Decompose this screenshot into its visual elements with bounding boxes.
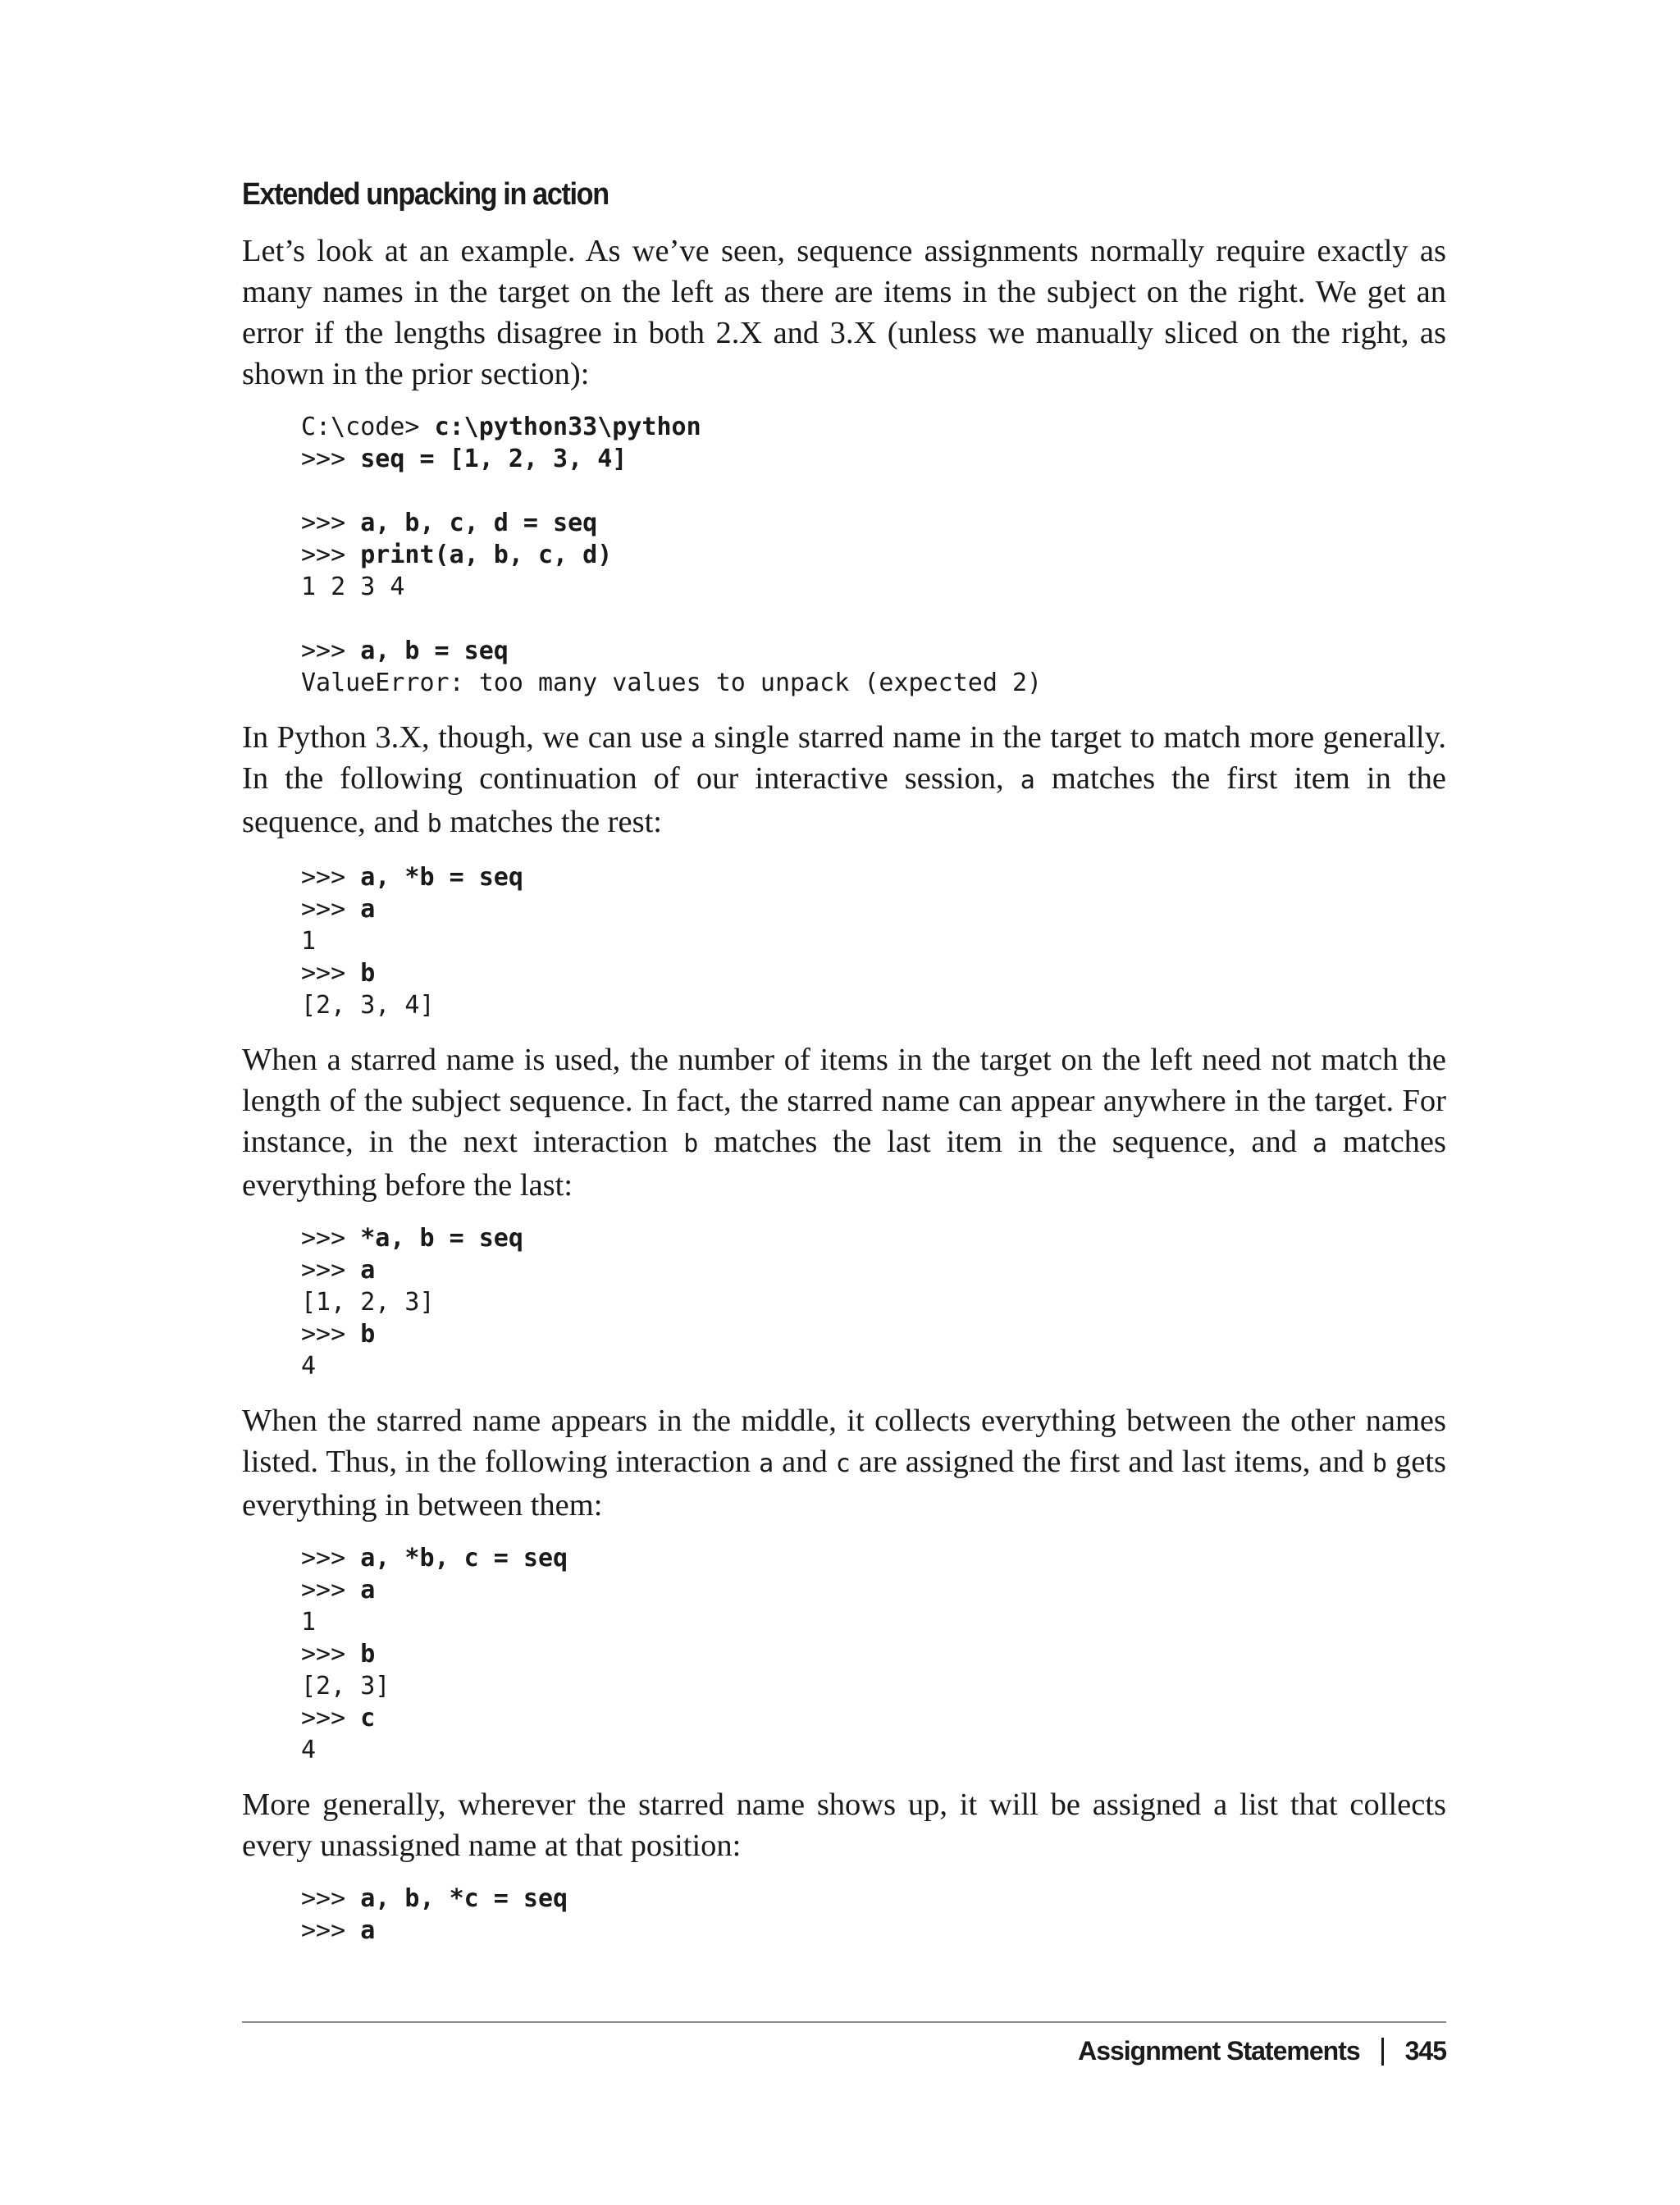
code-block-3: [301, 1222, 1446, 1382]
code-input: a: [360, 1915, 376, 1945]
inline-code-b: b: [683, 1129, 699, 1158]
paragraph-1: Let’s look at an example. As we’ve seen, sequence assignments normally require exactly as many names in the target on the left as there are items in the subject on the right. We get an error if the lengths disagree in both 2.X and 3.X (unless we manually sliced on the right, as shown in the prior section):: [242, 233, 1446, 391]
paragraph-2-text: In Python 3.X, though, we can use a single starred name in the target to match more generally. In the following continuation of our interactive session,: [242, 719, 1446, 796]
code-prompt: >>>: [301, 636, 361, 665]
code-output: 1: [301, 926, 317, 956]
code-input: a, b, c, d = seq: [360, 508, 598, 537]
code-prompt: C:\code>: [301, 412, 435, 441]
code-prompt: >>>: [301, 1319, 361, 1349]
code-prompt: >>>: [301, 862, 361, 892]
code-block-4: [301, 1542, 1446, 1766]
code-line: [301, 475, 1446, 507]
code-prompt: >>>: [301, 958, 361, 988]
inline-code-b: b: [427, 809, 442, 838]
code-prompt: >>>: [301, 1255, 361, 1285]
code-line: [301, 1318, 1446, 1350]
code-block-5: [301, 1883, 1446, 1947]
code-line: [301, 1638, 1446, 1670]
code-input: seq = [1, 2, 3, 4]: [360, 444, 628, 473]
inline-code-c: c: [835, 1449, 851, 1478]
code-prompt: >>>: [301, 894, 361, 924]
paragraph-4-text: are assigned the first and last items, and: [850, 1444, 1372, 1479]
code-output: 1 2 3 4: [301, 572, 405, 601]
code-input: a: [360, 1255, 376, 1285]
code-prompt: >>>: [301, 1915, 361, 1945]
code-input: a, b = seq: [360, 636, 509, 665]
code-input: b: [360, 1319, 376, 1349]
paragraph-4-text: and: [774, 1444, 836, 1479]
code-output: 1: [301, 1607, 317, 1637]
code-input: b: [360, 1639, 376, 1669]
code-line: [301, 1915, 1446, 1947]
code-line: [301, 635, 1446, 667]
code-prompt: >>>: [301, 1543, 361, 1573]
code-line: [301, 989, 1446, 1021]
footer-separator: [1381, 2038, 1384, 2066]
page-content: [242, 176, 1446, 1965]
code-prompt: >>>: [301, 1883, 361, 1913]
inline-code-a: a: [1020, 765, 1035, 795]
code-input: a: [360, 1575, 376, 1605]
code-input: c:\python33\python: [434, 412, 701, 441]
code-line: [301, 1670, 1446, 1702]
code-input: a: [360, 894, 376, 924]
inline-code-a: a: [759, 1449, 774, 1478]
code-output: [2, 3, 4]: [301, 990, 435, 1020]
code-output: [1, 2, 3]: [301, 1287, 435, 1317]
code-input: a, *b, c = seq: [360, 1543, 568, 1573]
code-line: [301, 603, 1446, 635]
code-prompt: >>>: [301, 444, 361, 473]
paragraph-2-text: matches the first item in the sequence, and: [242, 760, 1446, 839]
code-line: [301, 571, 1446, 603]
code-input: c: [360, 1703, 376, 1732]
code-output: 4: [301, 1735, 317, 1764]
code-prompt: >>>: [301, 1703, 361, 1732]
code-input: print(a, b, c, d): [360, 540, 613, 569]
code-line: [301, 411, 1446, 443]
paragraph-3-text: When a starred name is used, the number of items in the target on the left need not match the length of the subject sequence. In fact, the starred name can appear anywhere in the target. For instance, in the next interaction: [242, 1042, 1446, 1159]
code-prompt: >>>: [301, 1223, 361, 1253]
code-prompt: >>>: [301, 1575, 361, 1605]
code-prompt: >>>: [301, 1639, 361, 1669]
footer-divider: [242, 2021, 1446, 2023]
code-line: [301, 1542, 1446, 1574]
code-output: [2, 3]: [301, 1671, 390, 1701]
code-line: [301, 861, 1446, 893]
paragraph-2: [242, 717, 1446, 845]
paragraph-4-text: When the starred name appears in the middle, it collects everything between the other names listed. Thus, in the following interaction: [242, 1403, 1446, 1479]
paragraph-4-text: gets everything in between them:: [242, 1444, 1446, 1522]
code-block-2: [301, 861, 1446, 1021]
code-block-1: [301, 411, 1446, 699]
paragraph-2-text: matches the rest:: [441, 804, 662, 839]
code-input: *a, b = seq: [360, 1223, 523, 1253]
page-number: 345: [1404, 2036, 1446, 2066]
paragraph-3-text: matches everything before the last:: [242, 1124, 1446, 1203]
code-line: [301, 1222, 1446, 1254]
code-input: a, b, *c = seq: [360, 1883, 568, 1913]
code-line: [301, 1734, 1446, 1766]
paragraph-4: [242, 1400, 1446, 1526]
code-line: [301, 443, 1446, 475]
paragraph-5: More generally, wherever the starred name shows up, it will be assigned a list that collects every unassigned name at that position:: [242, 1787, 1446, 1863]
code-line: [301, 507, 1446, 539]
paragraph-3: [242, 1039, 1446, 1206]
code-line: [301, 957, 1446, 989]
code-line: [301, 1350, 1446, 1382]
section-heading: Extended unpacking in action: [242, 177, 609, 212]
code-output: 4: [301, 1351, 317, 1381]
code-line: [301, 925, 1446, 957]
paragraph-3-text: matches the last item in the sequence, and: [698, 1124, 1312, 1159]
running-footer-title: Assignment Statements: [1078, 2036, 1360, 2066]
code-line: [301, 1286, 1446, 1318]
code-line: [301, 893, 1446, 925]
code-line: [301, 667, 1446, 699]
code-line: [301, 1574, 1446, 1606]
inline-code-a: a: [1312, 1129, 1327, 1158]
code-input: b: [360, 958, 376, 988]
inline-code-b: b: [1372, 1449, 1387, 1478]
code-line: [301, 1702, 1446, 1734]
code-line: [301, 1883, 1446, 1915]
code-output: ValueError: too many values to unpack (expected 2): [301, 668, 1043, 697]
code-line: [301, 1606, 1446, 1638]
code-line: [301, 1254, 1446, 1286]
page-footer: [1078, 2036, 1446, 2066]
code-prompt: >>>: [301, 508, 361, 537]
code-input: a, *b = seq: [360, 862, 523, 892]
code-prompt: >>>: [301, 540, 361, 569]
code-line: [301, 539, 1446, 571]
